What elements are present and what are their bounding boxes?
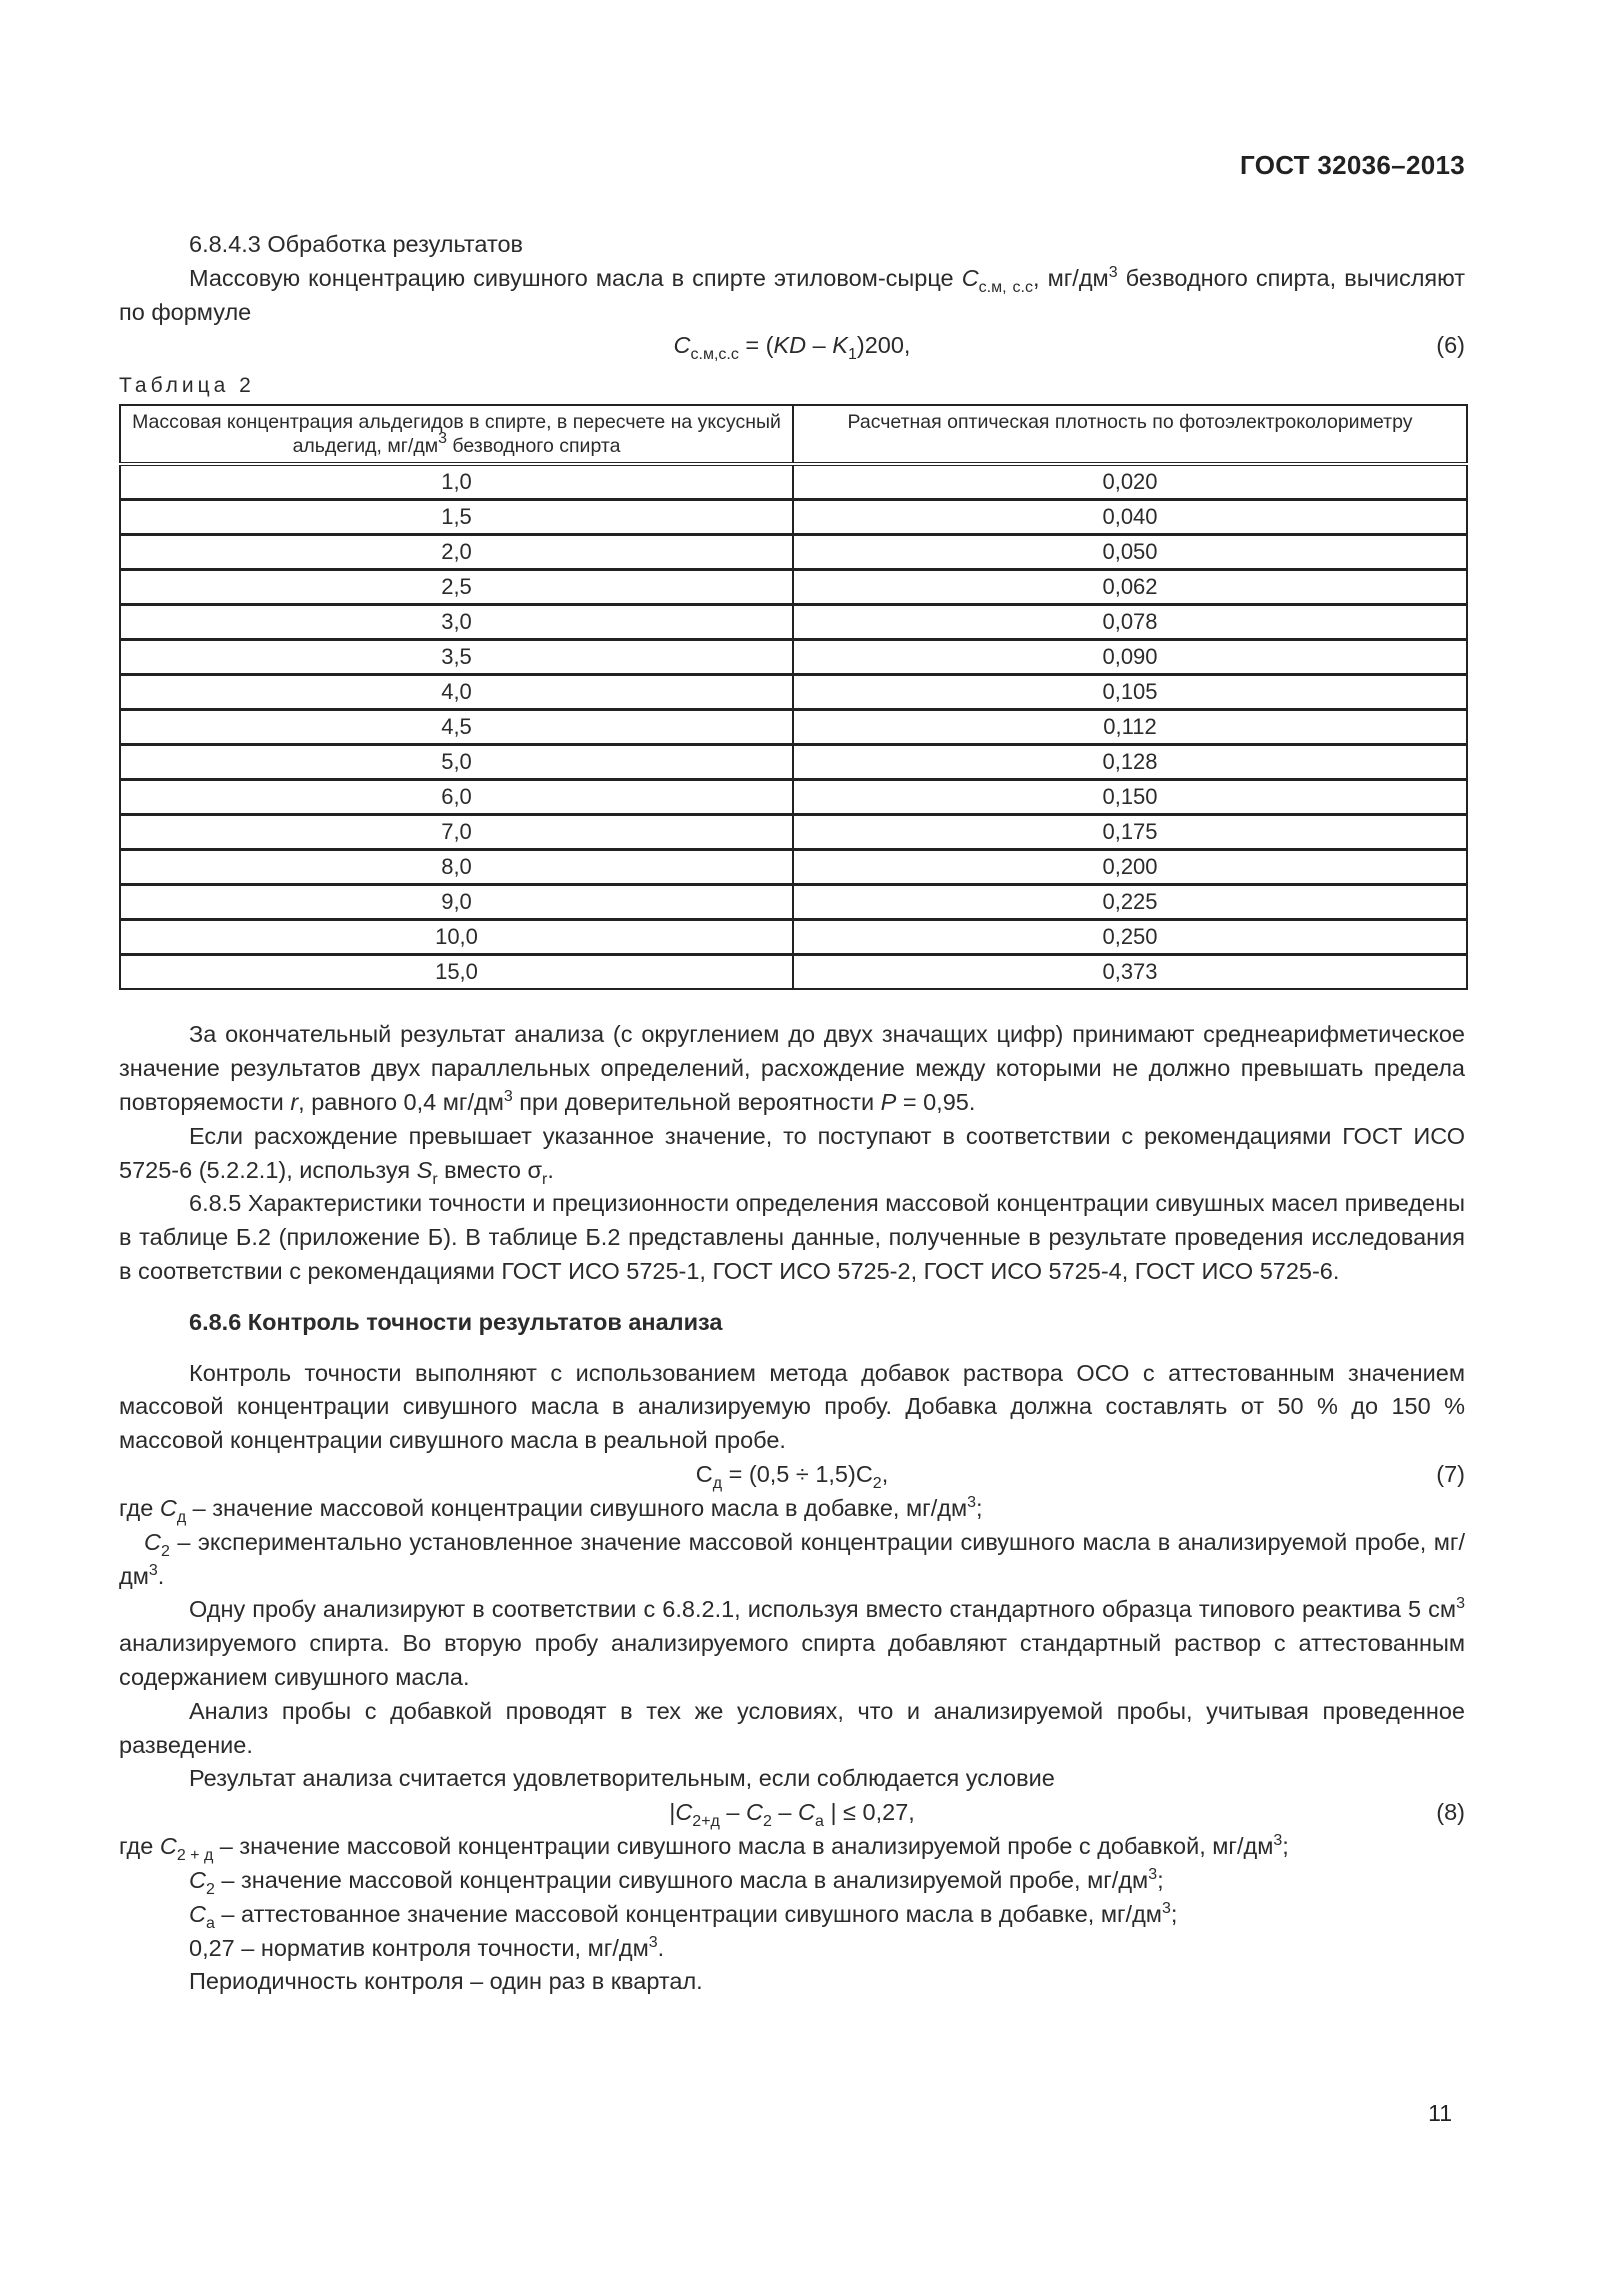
cell-optical-density: 0,020 — [793, 464, 1467, 500]
table-row — [120, 535, 1467, 570]
where-8-list — [119, 1830, 1465, 1965]
table-header-row — [120, 405, 1467, 464]
cell-optical-density: 0,062 — [793, 570, 1467, 605]
cell-concentration: 4,0 — [120, 675, 793, 710]
where-7-cd: где $C_д$ – значение массовой концентрации сивушного масла в добавке, $мг/дм^3$; — [119, 1493, 983, 1526]
cell-concentration: 4,5 — [120, 710, 793, 745]
cell-optical-density: 0,090 — [793, 640, 1467, 675]
formula-8-expression: $|C_{2+д} - C_2 - C_а$ | ≤ 0,27, — [669, 1799, 915, 1831]
cell-concentration: 1,0 — [120, 464, 793, 500]
paragraph-final-result: За окончательный результат анализа (с округлением до двух значащих цифр) принимают среднеарифметическое значение результатов двух параллельных определений, расхождение между которыми не должно превышать предела повторяемости r, равного 0,4 $мг/дм^3$ при доверительной вероятности P = 0,95. — [119, 1021, 1465, 1115]
table-header-concentration: Массовая концентрация альдегидов в спирте, в пересчете на уксусный альдегид, $мг/дм^3$ безводного спирта — [120, 405, 793, 464]
cell-optical-density: 0,128 — [793, 745, 1467, 780]
paragraph-discrepancy: Если расхождение превышает указанное значение, то поступают в соответствии с рекомендациями ГОСТ ИСО 5725-6 (5.2.2.1), используя $S_r$ вместо $\sigma_r$. — [119, 1122, 1465, 1188]
cell-concentration: 8,0 — [120, 850, 793, 885]
page-content — [119, 228, 1465, 1999]
paragraph-control-intro: Контроль точности выполняют с использованием метода добавок раствора ОСО с аттестованным значением массовой концентрации сивушного масла в анализируемую пробу. Добавка должна составлять от 50 % до 150 % массовой концентрации сивушного масла в реальной пробе. — [119, 1359, 1465, 1454]
cell-concentration: 1,5 — [120, 500, 793, 535]
where-8-item: $C_а$ – аттестованное значение массовой концентрации сивушного масла в добавке, $мг/дм^3$; — [189, 1899, 1178, 1932]
cell-optical-density: 0,150 — [793, 780, 1467, 815]
where-8-item: 0,27 – норматив контроля точности, $мг/дм^3$. — [189, 1933, 665, 1961]
where-7-c2: $C_2$ – экспериментально установленное значение массовой концентрации сивушного масла в анализируемой пробе, $мг/дм^3$. — [119, 1528, 1465, 1589]
formula-8-number: (8) — [1436, 1799, 1465, 1826]
paragraph-periodicity: Периодичность контроля – один раз в квартал. — [189, 1968, 703, 1995]
formula-7-number: (7) — [1436, 1460, 1465, 1487]
cell-optical-density: 0,373 — [793, 955, 1467, 990]
cell-concentration: 10,0 — [120, 920, 793, 955]
cell-optical-density: 0,175 — [793, 815, 1467, 850]
paragraph-685: 6.8.5 Характеристики точности и прецизионности определения массовой концентрации сивушных масел приведены в таблице Б.2 (приложение Б). В таблице Б.2 представлены данные, полученные в результате проведения исследования в соответствии с рекомендациями ГОСТ ИСО 5725-1, ГОСТ ИСО 5725-2, ГОСТ ИСО 5725-4, ГОСТ ИСО 5725-6. — [119, 1190, 1465, 1284]
cell-concentration: 5,0 — [120, 745, 793, 780]
cell-optical-density: 0,112 — [793, 710, 1467, 745]
table-row — [120, 710, 1467, 745]
paragraph-mass-concentration: Массовую концентрацию сивушного масла в спирте этиловом-сырце $C_{с.м, с.с}$, $мг/дм^3$ безводного спирта, вычисляют по формуле — [119, 263, 1466, 325]
cell-optical-density: 0,105 — [793, 675, 1467, 710]
formula-8 — [119, 1796, 1465, 1830]
cell-concentration: 9,0 — [120, 885, 793, 920]
cell-concentration: 2,5 — [120, 570, 793, 605]
table-caption: Таблица 2 — [119, 374, 255, 398]
table-row — [120, 640, 1467, 675]
aldehyde-density-table — [119, 404, 1468, 990]
cell-concentration: 2,0 — [120, 535, 793, 570]
where-8-item: где $C_{2 + д}$ – значение массовой концентрации сивушного масла в анализируемой пробе с добавкой, $мг/дм^3$; — [119, 1832, 1289, 1865]
cell-concentration: 15,0 — [120, 955, 793, 990]
cell-optical-density: 0,040 — [793, 500, 1467, 535]
cell-concentration: 3,5 — [120, 640, 793, 675]
section-title-686: 6.8.6 Контроль точности результатов анализа — [189, 1308, 723, 1335]
formula-6-expression: $C_{с.м,с.с} = (KD - K_1)200$, — [673, 332, 911, 364]
cell-concentration: 6,0 — [120, 780, 793, 815]
table-header-optical-density: Расчетная оптическая плотность по фотоэлектроколориметру — [793, 405, 1467, 464]
cell-concentration: 3,0 — [120, 605, 793, 640]
table-row — [120, 500, 1467, 535]
table-row — [120, 885, 1467, 920]
formula-6 — [119, 329, 1465, 363]
table-row — [120, 920, 1467, 955]
cell-optical-density: 0,078 — [793, 605, 1467, 640]
cell-optical-density: 0,200 — [793, 850, 1467, 885]
document-code-header: ГОСТ 32036–2013 — [1240, 150, 1465, 180]
table-row — [120, 780, 1467, 815]
table-row — [120, 675, 1467, 710]
formula-7-expression: $C_д = (0,5 \div 1,5)C_2$, — [695, 1460, 889, 1492]
formula-7 — [119, 1458, 1465, 1492]
section-title-6843: 6.8.4.3 Обработка результатов — [189, 231, 524, 257]
table-row — [120, 955, 1467, 990]
table-row — [120, 464, 1467, 500]
cell-concentration: 7,0 — [120, 815, 793, 850]
where-8-item: $C_2$ – значение массовой концентрации сивушного масла в анализируемой пробе, $мг/дм^3$; — [189, 1865, 1164, 1898]
cell-optical-density: 0,225 — [793, 885, 1467, 920]
table-body — [120, 464, 1467, 989]
cell-optical-density: 0,250 — [793, 920, 1467, 955]
paragraph-result-condition: Результат анализа считается удовлетворительным, если соблюдается условие — [189, 1765, 1055, 1792]
cell-optical-density: 0,050 — [793, 535, 1467, 570]
table-row — [120, 605, 1467, 640]
paragraph-analysis-conditions: Анализ пробы с добавкой проводят в тех же условиях, что и анализируемой пробы, учитывая проведенное разведение. — [119, 1697, 1465, 1758]
formula-6-number: (6) — [1436, 332, 1465, 359]
table-row — [120, 815, 1467, 850]
page-number: 11 — [1428, 2100, 1452, 2126]
paragraph-one-sample: Одну пробу анализируют в соответствии с 6.8.2.1, используя вместо стандартного образца типового реактива 5 $см^3$ анализируемого спирта. Во вторую пробу анализируемого спирта добавляют стандартный раствор с аттестованным содержанием сивушного масла. — [119, 1595, 1465, 1690]
table-row — [120, 850, 1467, 885]
table-row — [120, 745, 1467, 780]
table-row — [120, 570, 1467, 605]
